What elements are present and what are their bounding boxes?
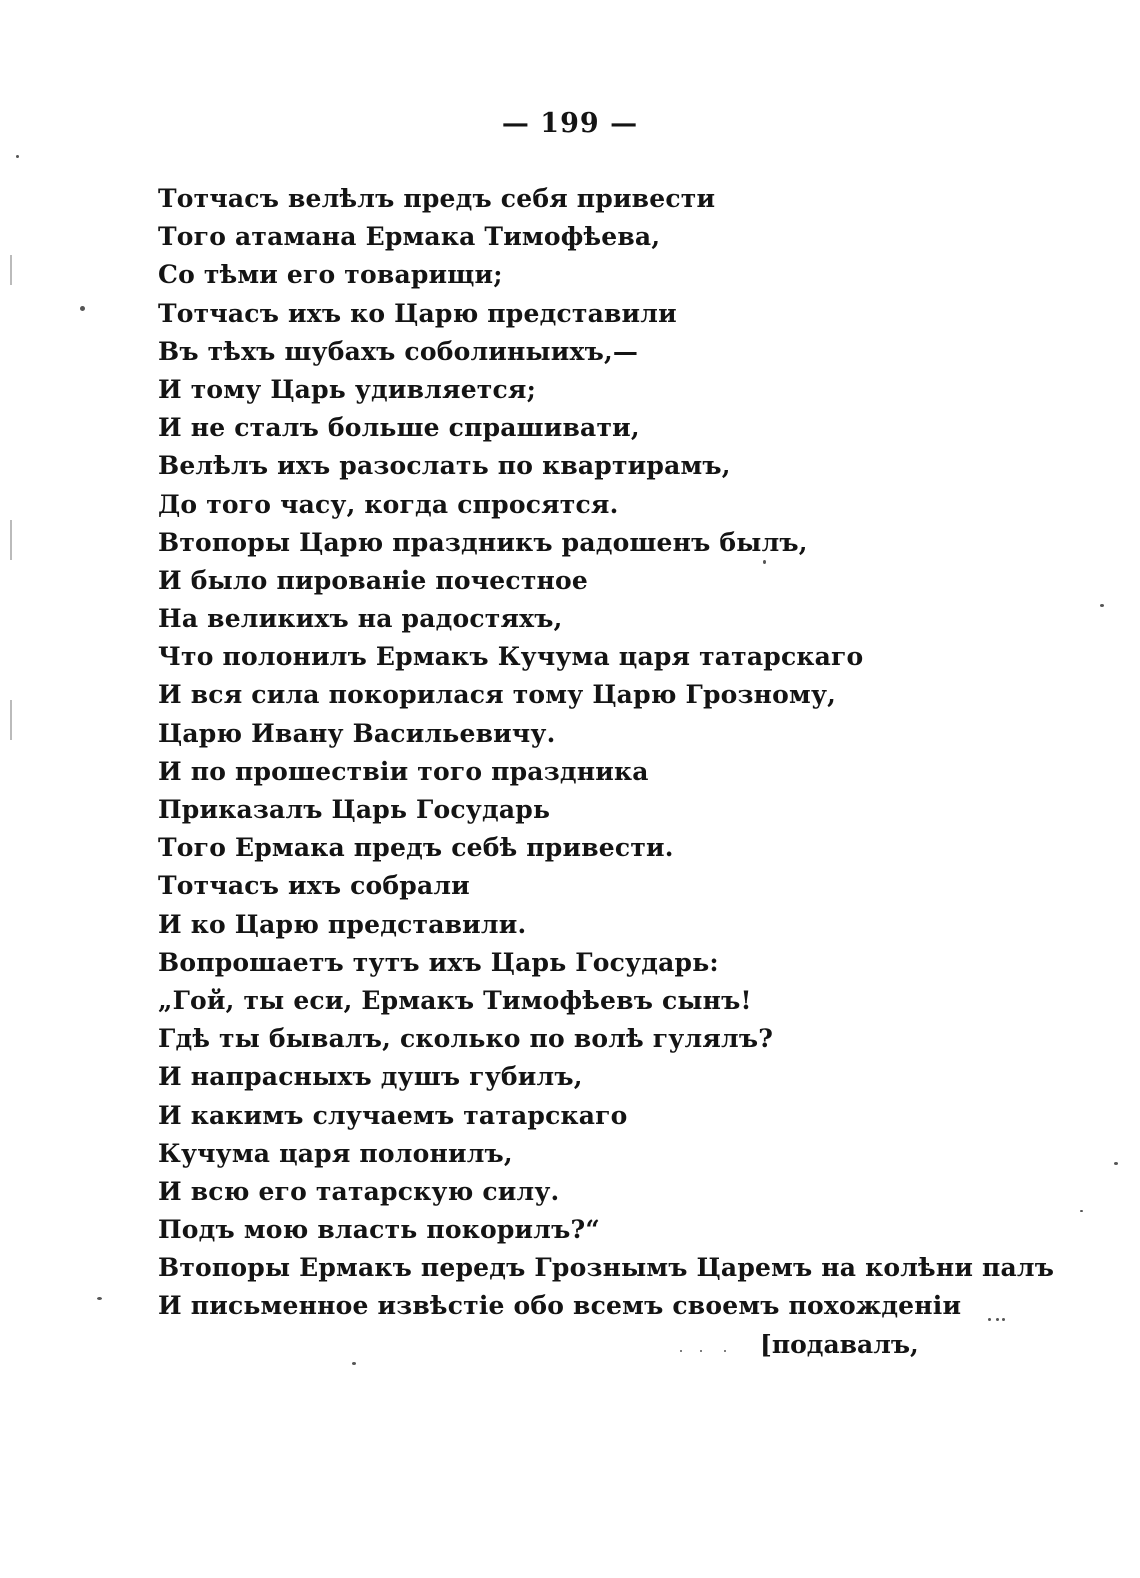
poem-line: И всю его татарскую силу.: [158, 1176, 560, 1206]
poem-line: И письменное извѣстіе обо всемъ своемъ похожденіи: [158, 1291, 962, 1321]
poem-line: Тотчасъ ихъ собрали: [158, 871, 470, 901]
scan-speck: [16, 155, 19, 158]
scan-edge-mark: [10, 520, 12, 560]
poem-line: И было пированіе почестное: [158, 565, 589, 595]
poem-line: Приказалъ Царь Государь: [158, 795, 551, 824]
poem-line: И вся сила покорилася тому Царю Грозному,: [158, 680, 837, 710]
poem-line: Въ тѣхъ шубахъ соболиныихъ,—: [158, 336, 639, 366]
scan-speck: [1100, 604, 1104, 607]
poem-line: Что полонилъ Ермакъ Кучума царя татарскаго: [158, 642, 864, 672]
poem-line: Кучума царя полонилъ,: [158, 1138, 513, 1168]
poem-line: И ко Царю представили.: [158, 909, 527, 939]
scan-speck: [988, 1318, 991, 1321]
poem-line: Подъ мою власть покорилъ?“: [158, 1215, 600, 1245]
scan-speck: [680, 1350, 682, 1352]
poem-line: До того часу, когда спросятся.: [158, 489, 619, 519]
poem-line: И тому Царь удивляется;: [158, 374, 537, 404]
poem-line: Тотчасъ велѣлъ предъ себя привести: [158, 184, 716, 213]
poem-line: И напрасныхъ душъ губилъ,: [158, 1062, 583, 1092]
poem-line: Вопрошаетъ тутъ ихъ Царь Государь:: [158, 947, 719, 977]
poem-line: И не сталъ больше спрашивати,: [158, 413, 640, 443]
continuation-word: [подавалъ,: [760, 1330, 919, 1359]
poem-text: [158, 180, 1055, 1326]
scan-speck: [724, 1350, 726, 1352]
poem-line: Того Ермака предъ себѣ привести.: [158, 833, 674, 863]
scan-edge-mark: [10, 255, 12, 285]
scan-speck: [996, 1318, 999, 1321]
poem-line: Царю Ивану Васильевичу.: [158, 718, 556, 748]
poem-line: И какимъ случаемъ татарскаго: [158, 1100, 628, 1130]
scan-speck: [1114, 1162, 1118, 1165]
scan-speck: [700, 1350, 702, 1352]
page-number: — 199 —: [501, 108, 639, 139]
scan-speck: [97, 1297, 102, 1300]
poem-line: „Гой, ты еси, Ермакъ Тимофѣевъ сынъ!: [158, 985, 752, 1015]
scan-speck: [352, 1362, 356, 1365]
poem-line: Велѣлъ ихъ разослать по квартирамъ,: [158, 451, 731, 481]
poem-line: Втопоры Царю праздникъ радошенъ былъ,: [158, 527, 808, 557]
scan-edge-mark: [10, 700, 12, 740]
poem-line: Того атамана Ермака Тимофѣева,: [158, 222, 661, 252]
poem-line: Тотчасъ ихъ ко Царю представили: [158, 298, 677, 328]
poem-line: Втопоры Ермакъ передъ Грознымъ Царемъ на колѣни палъ: [158, 1253, 1055, 1283]
scan-speck: [80, 306, 85, 311]
poem-line: Гдѣ ты бывалъ, сколько по волѣ гулялъ?: [158, 1024, 774, 1054]
poem-line: На великихъ на радостяхъ,: [158, 604, 563, 634]
scan-speck: [1002, 1318, 1005, 1321]
poem-line: Со тѣми его товарищи;: [158, 260, 503, 290]
scan-speck: [1080, 1210, 1083, 1212]
scan-speck: [763, 560, 766, 564]
poem-line: И по прошествіи того праздника: [158, 756, 649, 786]
